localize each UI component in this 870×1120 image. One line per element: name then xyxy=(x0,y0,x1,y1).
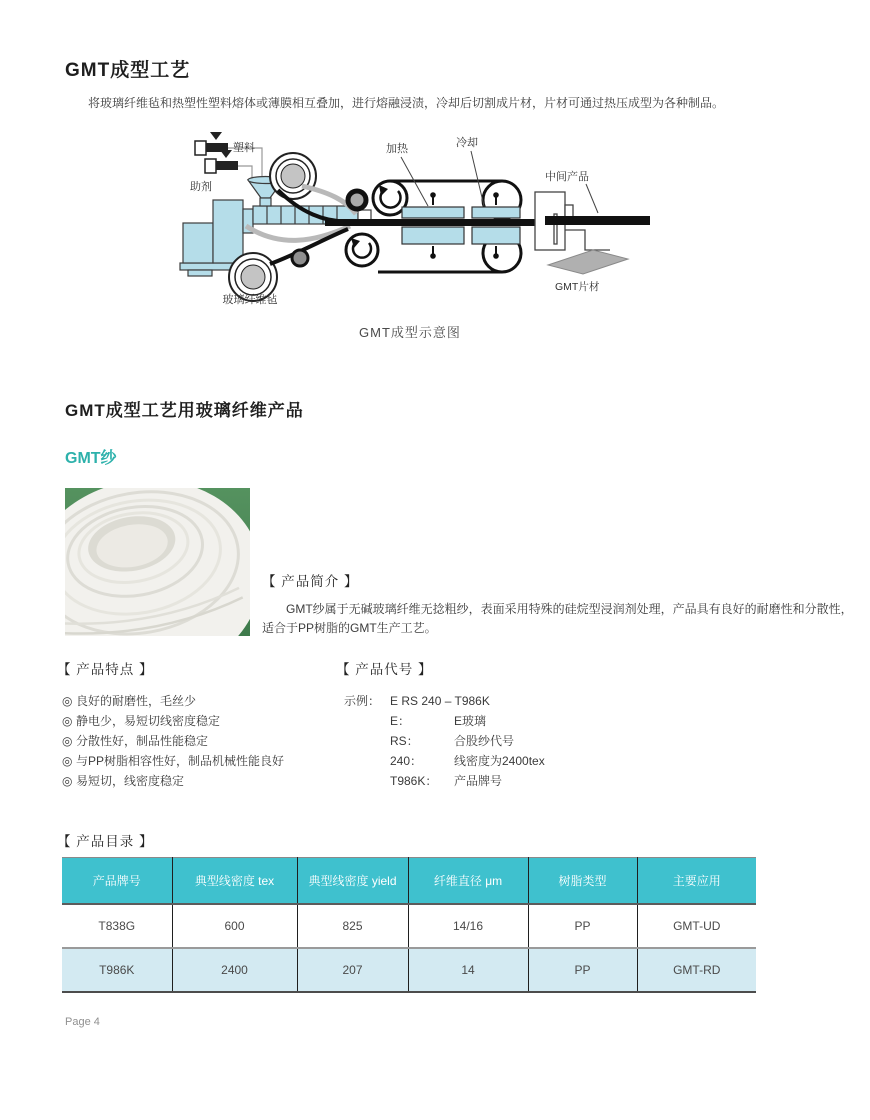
codes-block xyxy=(344,691,545,791)
cell: PP xyxy=(528,948,637,992)
cell: GMT-UD xyxy=(637,904,756,948)
label-cooling: 冷却 xyxy=(456,137,478,149)
feature-item xyxy=(62,711,284,731)
intermediate-bar xyxy=(545,216,650,225)
feature-text: 分散性好，制品性能稳定 xyxy=(76,734,209,748)
col-header: 主要应用 xyxy=(637,858,756,905)
gmt-sheet-shape xyxy=(548,250,628,274)
label-heating: 加热 xyxy=(386,143,408,155)
cell: 825 xyxy=(297,904,408,948)
code-desc: 产品牌号 xyxy=(454,774,503,788)
feature-bullet-icon: ◎ xyxy=(62,694,73,708)
code-desc: 合股纱代号 xyxy=(454,734,515,748)
col-header: 典型线密度 tex xyxy=(172,858,297,905)
features-heading: 【 产品特点 】 xyxy=(57,662,154,677)
cell: 2400 xyxy=(172,948,297,992)
press-roller-left-lower xyxy=(346,234,378,266)
cell: 207 xyxy=(297,948,408,992)
catalog-heading: 【 产品目录 】 xyxy=(57,834,154,849)
code-example-row xyxy=(344,691,545,711)
code-row xyxy=(344,771,545,791)
code-key: E： xyxy=(390,714,411,728)
cutter-support xyxy=(565,230,610,250)
diagram-caption: GMT成型示意图 xyxy=(359,325,461,340)
code-example-value: E RS 240 – T986K xyxy=(390,694,490,708)
section-title: GMT成型工艺用玻璃纤维产品 xyxy=(65,401,304,420)
cell: T838G xyxy=(98,919,136,933)
catalog-table-wrap xyxy=(62,857,756,993)
codes-heading: 【 产品代号 】 xyxy=(336,662,433,677)
label-plastic: 塑料 xyxy=(233,142,255,154)
code-key: 240： xyxy=(390,754,423,768)
product-photo-svg xyxy=(65,488,250,636)
feature-item xyxy=(62,771,284,791)
guide-roller-upper xyxy=(348,191,366,209)
intro-paragraph: 将玻璃纤维毡和热塑性塑料熔体或薄膜相互叠加，进行熔融浸渍，冷却后切割成片材，片材可通过热压成型为各种制品。 xyxy=(88,96,725,110)
cell: 14/16 xyxy=(408,904,528,948)
code-row xyxy=(344,751,545,771)
table-row xyxy=(62,904,756,948)
feature-item xyxy=(62,751,284,771)
feature-text: 静电少，易短切线密度稳定 xyxy=(76,714,221,728)
col-header: 产品牌号 xyxy=(92,874,141,888)
process-diagram xyxy=(150,130,660,318)
code-row xyxy=(344,711,545,731)
features-list xyxy=(62,691,284,791)
feature-bullet-icon: ◎ xyxy=(62,774,73,788)
intermediate-leader-line xyxy=(586,184,598,213)
product-photo xyxy=(65,488,250,636)
page-number: Page 4 xyxy=(65,1016,100,1028)
code-key: T986K： xyxy=(390,774,438,788)
feature-item xyxy=(62,691,284,711)
cell: 14 xyxy=(408,948,528,992)
code-row xyxy=(344,731,545,751)
label-intermediate-product: 中间产品 xyxy=(545,171,589,183)
product-intro-text: GMT纱属于无碱玻璃纤维无捻粗纱，表面采用特殊的硅烷型浸润剂处理，产品具有良好的耐磨性和分散性，适合于PP树脂的GMT生产工艺。 xyxy=(262,602,853,635)
feature-item xyxy=(62,731,284,751)
label-additive: 助剂 xyxy=(190,181,212,193)
feature-bullet-icon: ◎ xyxy=(62,734,73,748)
label-glass-mat: 玻璃纤维毡 xyxy=(222,294,278,306)
laminate-strip xyxy=(325,219,560,226)
cell: GMT-RD xyxy=(637,948,756,992)
cooling-leader-line xyxy=(471,151,484,206)
catalog-table xyxy=(62,857,756,993)
col-header: 纤维直径 μm xyxy=(408,858,528,905)
product-intro-heading: 【 产品简介 】 xyxy=(262,574,359,589)
feature-bullet-icon: ◎ xyxy=(62,754,73,768)
page-title: GMT成型工艺 xyxy=(65,60,191,81)
table-row xyxy=(62,948,756,992)
feature-bullet-icon: ◎ xyxy=(62,714,73,728)
product-name: GMT纱 xyxy=(65,450,117,467)
process-diagram-svg xyxy=(150,130,660,318)
feature-text: 易短切，线密度稳定 xyxy=(76,774,185,788)
col-header: 典型线密度 yield xyxy=(297,858,408,905)
guide-roller-lower xyxy=(292,250,308,266)
code-desc: 线密度为2400tex xyxy=(454,754,545,768)
code-example-label: 示例： xyxy=(344,694,381,708)
label-gmt-sheet: GMT片材 xyxy=(555,281,600,293)
code-desc: E玻璃 xyxy=(454,714,487,728)
catalog-header-row xyxy=(62,858,756,905)
code-key: RS： xyxy=(390,734,419,748)
cell: PP xyxy=(528,904,637,948)
glass-mat-roll-upper xyxy=(270,153,316,199)
feature-text: 良好的耐磨性，毛丝少 xyxy=(76,694,197,708)
col-header: 树脂类型 xyxy=(528,858,637,905)
cell: T986K xyxy=(99,963,135,977)
cell: 600 xyxy=(172,904,297,948)
feature-text: 与PP树脂相容性好，制品机械性能良好 xyxy=(76,754,285,768)
